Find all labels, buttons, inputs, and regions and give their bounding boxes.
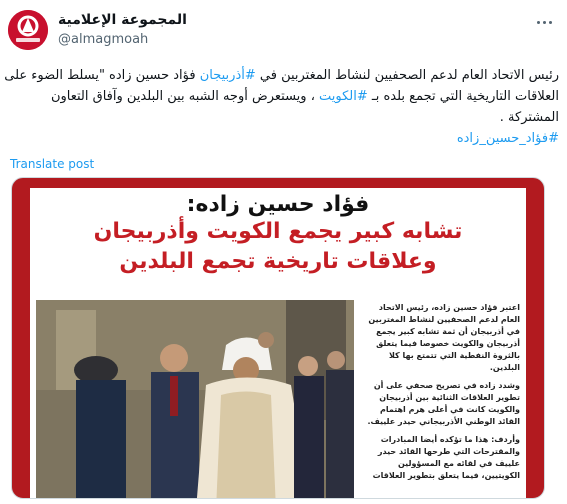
- tweet-line-3: المشتركة .: [499, 110, 559, 125]
- hashtag-azerbaijan[interactable]: #أذربيجان: [199, 68, 256, 83]
- news-photo: [36, 300, 354, 498]
- headline-2: وعلاقات تاريخية تجمع البلدين: [119, 249, 437, 274]
- author-handle[interactable]: @almagmoah: [58, 32, 149, 47]
- article-paragraph-2: وشدد زاده في تصريح صحفي على أن تطوير العلاقات الثنائية بين أذربيجان والكويت كانت في أعلى هرم اهتمام القائد الوطني الأذربيجاني حيدر علييف.: [367, 381, 520, 426]
- headline-1: تشابه كبير يجمع الكويت وأذربيجان: [93, 219, 463, 244]
- article-paragraph-3: وأردف: هذا ما تؤكده أيضا المبادرات والمقترحات التي طرحها القائد حيدر علييف في لقائه مع المسؤولين الكويتيين، فيما يتعلق بتطوير العلاقات: [372, 435, 520, 480]
- hashtag-kuwait[interactable]: #الكويت: [319, 89, 368, 104]
- hashtag-fuad-hussein-zadeh[interactable]: #فؤاد_حسين_زاده: [456, 131, 559, 146]
- newspaper-clipping: [30, 188, 526, 498]
- tweet-line-4: [10, 128, 559, 149]
- more-horizontal-icon[interactable]: [533, 14, 555, 30]
- article-body: [360, 302, 520, 498]
- translate-post-link[interactable]: Translate post: [10, 157, 95, 171]
- post-header: [0, 0, 567, 60]
- tweet-line-1: رئيس الاتحاد العام لدعم الصحفيين لنشاط المغتربين في #أذربيجان فؤاد حسين زاده "يسلط الضوء على: [4, 68, 559, 83]
- author-name[interactable]: المجموعة الإعلامية: [58, 12, 187, 28]
- newspaper-headline-block: [30, 188, 526, 300]
- media-group-logo-icon: [8, 10, 48, 50]
- headline-name: فؤاد حسين زاده:: [186, 192, 370, 217]
- tweet-text: [4, 65, 559, 149]
- photo-illustration: [36, 300, 354, 498]
- article-paragraph-1: اعتبر فؤاد حسين زاده، رئيس الاتحاد العام لدعم الصحفيين لنشاط المغتربين في أذربيجان أن ثمة تشابه كبير يجمع أذربيجان والكويت خصوصا فيما يتعلق بالثروة النفطية التي تتمتع بها كلا البلدين.: [368, 303, 520, 372]
- post-image[interactable]: [11, 177, 545, 499]
- avatar[interactable]: [8, 10, 48, 50]
- tweet-line-2: العلاقات التاريخية التي تجمع بلده بـ #الكويت ، ويستعرض أوجه الشبه بين البلدين وآفاق التعاون: [50, 89, 559, 104]
